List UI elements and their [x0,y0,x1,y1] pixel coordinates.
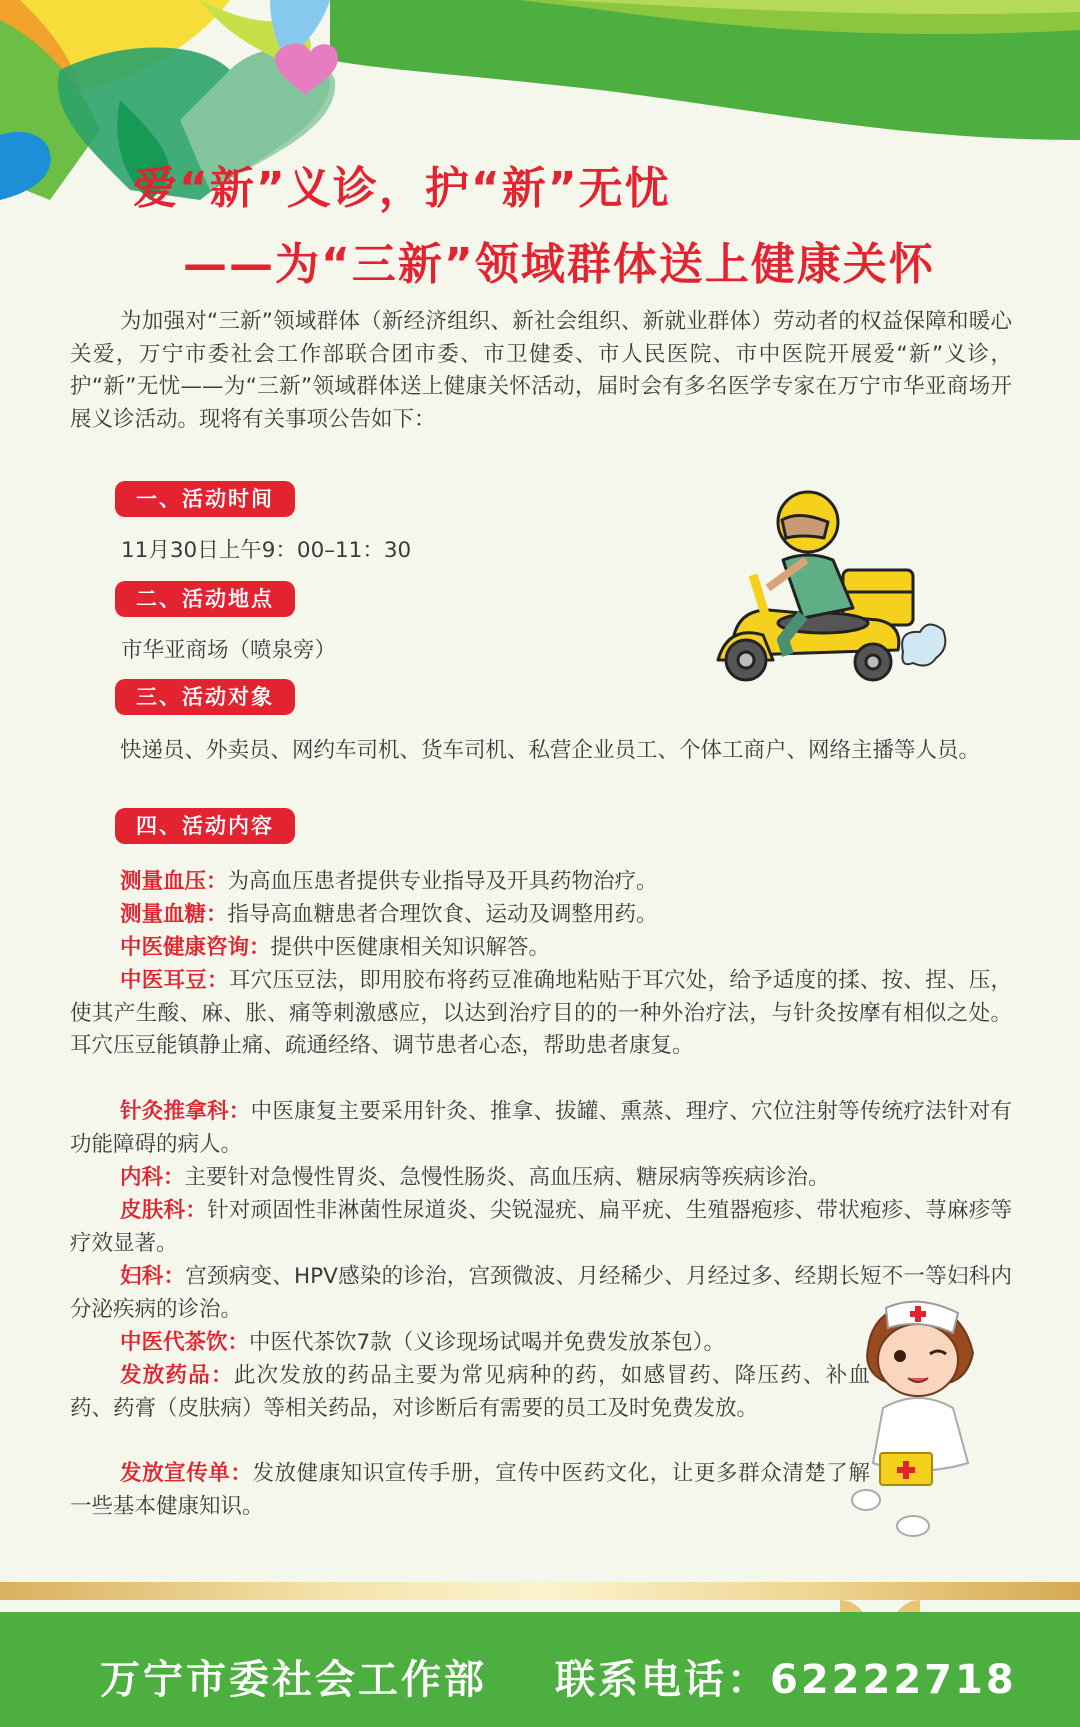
item-text: 针对顽固性非淋菌性尿道炎、尖锐湿疣、扁平疣、生殖器疱疹、带状疱疹、荨麻疹等疗效显著。 [70,1198,1012,1256]
item-label: 针灸推拿科： [120,1099,251,1124]
footer-organizer: 万宁市委社会工作部 [100,1657,487,1703]
list-item [70,1195,1012,1260]
poster-title-line1: 爱“新”义诊，护“新”无忧 [133,163,671,214]
item-text: 中医康复主要采用针灸、推拿、拔罐、熏蒸、理疗、穴位注射等传统疗法针对有功能障碍的病人。 [70,1099,1012,1157]
item-text: 耳穴压豆法，即用胶布将药豆准确地粘贴于耳穴处，给予适度的揉、按、捏、压，使其产生酸、麻、胀、痛等刺激感应，以达到治疗目的的一种外治疗法，与针灸按摩有相似之处。耳穴压豆能镇静止痛、疏通经络、调节患者心态，帮助患者康复。 [70,968,1012,1059]
item-text: 宫颈病变、HPV感染的诊治，宫颈微波、月经稀少、月经过多、经期长短不一等妇科内分泌疾病的诊治。 [70,1264,1012,1322]
list-item [70,1458,870,1523]
item-label: 妇科： [120,1264,186,1289]
item-text: 指导高血糖患者合理饮食、运动及调整用药。 [227,902,658,927]
item-label: 皮肤科： [120,1198,208,1223]
item-text: 此次发放的药品主要为常见病种的药，如感冒药、降压药、补血药、药膏（皮肤病）等相关药品，对诊断后有需要的员工及时免费发放。 [70,1363,870,1421]
section-badge-content: 四、活动内容 [115,808,295,844]
item-label: 中医健康咨询： [120,935,271,960]
section-badge-location: 二、活动地点 [115,581,295,617]
event-time: 11月30日上午9：00–11：30 [121,538,412,563]
phone-label: 联系电话： [555,1657,770,1703]
poster-title-line2: ——为“三新”领域群体送上健康关怀 [183,239,935,290]
list-item [70,1360,870,1425]
event-audience: 快递员、外卖员、网约车司机、货车司机、私营企业员工、个体工商户、网络主播等人员。 [120,738,981,763]
list-item [70,899,1012,932]
section-badge-audience: 三、活动对象 [115,679,295,715]
item-label: 中医代茶饮： [120,1330,250,1355]
list-item [70,1162,1012,1195]
item-text: 为高血压患者提供专业指导及开具药物治疗。 [227,869,658,894]
list-item [70,1327,890,1360]
item-label: 内科： [120,1165,185,1190]
event-location: 市华亚商场（喷泉旁） [121,638,337,663]
item-label: 发放宣传单： [120,1461,253,1486]
list-item [70,866,1012,899]
item-label: 中医耳豆： [120,968,229,993]
item-text: 中医代茶饮7款（义诊现场试喝并免费发放茶包）。 [249,1330,725,1355]
intro-paragraph: 为加强对“三新”领域群体（新经济组织、新社会组织、新就业群体）劳动者的权益保障和暖心关爱，万宁市委社会工作部联合团市委、市卫健委、市人民医院、市中医院开展爱“新”义诊，护“新”无忧——为“三新”领域群体送上健康关怀活动，届时会有多名医学专家在万宁市华亚商场开展义诊活动。现将有关事项公告如下： [70,309,1012,432]
footer-contact [555,1648,1017,1705]
item-label: 测量血糖： [120,902,228,927]
list-item [70,932,1012,965]
item-text: 提供中医健康相关知识解答。 [270,935,551,960]
list-item [70,965,1012,1063]
phone-number: 62222718 [770,1657,1017,1703]
item-text: 主要针对急慢性胃炎、急慢性肠炎、高血压病、糖尿病等疾病诊治。 [184,1165,830,1190]
list-item [70,1096,1012,1161]
item-text: 发放健康知识宣传手册，宣传中医药文化，让更多群众清楚了解一些基本健康知识。 [70,1461,870,1519]
delivery-rider-icon [688,480,948,690]
nurse-icon [848,1288,988,1543]
section-badge-time: 一、活动时间 [115,481,295,517]
item-label: 发放药品： [120,1363,234,1388]
item-label: 测量血压： [120,869,228,894]
